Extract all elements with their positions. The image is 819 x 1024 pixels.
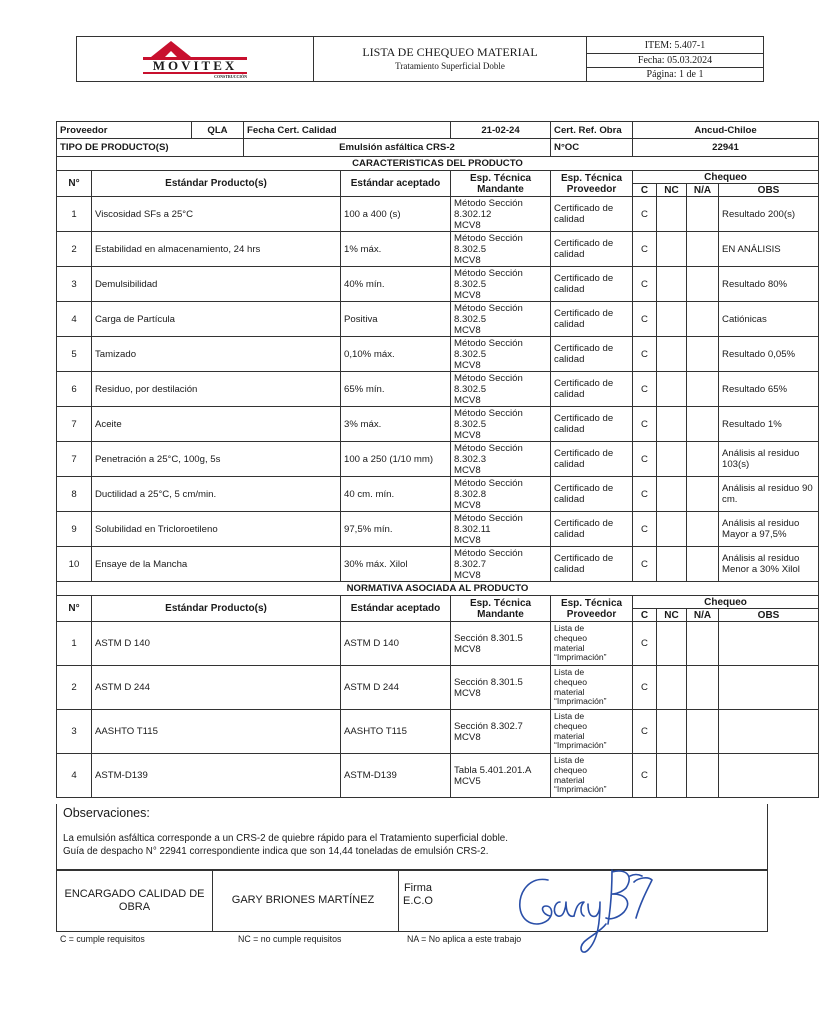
estandar-aceptado: 40% mín.: [341, 267, 451, 302]
esp-proveedor: Certificado de calidad: [551, 232, 633, 267]
proveedor-value: QLA: [192, 122, 244, 139]
table-row: [57, 622, 819, 666]
check-na: [687, 754, 719, 798]
row-number: 4: [57, 302, 92, 337]
item-code: ITEM: 5.407-1: [587, 37, 764, 54]
logo-cell: [77, 37, 314, 82]
estandar-aceptado: 100 a 250 (1/10 mm): [341, 442, 451, 477]
encargado-name: GARY BRIONES MARTÍNEZ: [231, 894, 375, 906]
obs-value: Análisis al residuo Mayor a 97,5%: [719, 512, 819, 547]
info-row-2: [57, 139, 819, 157]
esp-mandante: Sección 8.301.5 MCV8: [451, 622, 551, 666]
table-row: [57, 710, 819, 754]
estandar-producto: Estabilidad en almacenamiento, 24 hrs: [92, 232, 341, 267]
logo-subtext: CONSTRUCCIÓN: [214, 74, 247, 79]
esp-mandante: Método Sección 8.302.8 MCV8: [451, 477, 551, 512]
row-number: 6: [57, 372, 92, 407]
check-c: C: [633, 666, 657, 710]
column-header-row: [57, 171, 819, 184]
document-subtitle: Tratamiento Superficial Doble: [395, 61, 505, 71]
table-row: [57, 267, 819, 302]
obs-value: EN ANÁLISIS: [719, 232, 819, 267]
table-row: [57, 442, 819, 477]
estandar-producto: Solubilidad en Tricloroetileno: [92, 512, 341, 547]
check-nc: [657, 442, 687, 477]
estandar-producto: Carga de Partícula: [92, 302, 341, 337]
obs-value: [719, 666, 819, 710]
estandar-producto: Demulsibilidad: [92, 267, 341, 302]
esp-proveedor: Certificado de calidad: [551, 267, 633, 302]
info-row-1: [57, 122, 819, 139]
legend-nc: NC = no cumple requisitos: [238, 934, 342, 944]
row-number: 2: [57, 666, 92, 710]
check-c: C: [633, 477, 657, 512]
check-c: C: [633, 232, 657, 267]
check-na: [687, 512, 719, 547]
esp-proveedor: Certificado de calidad: [551, 372, 633, 407]
col-obs: OBS: [719, 609, 819, 622]
check-nc: [657, 547, 687, 582]
esp-mandante: Método Sección 8.302.5 MCV8: [451, 407, 551, 442]
estandar-producto: Residuo, por destilación: [92, 372, 341, 407]
check-c: C: [633, 302, 657, 337]
check-c: C: [633, 710, 657, 754]
row-number: 8: [57, 477, 92, 512]
table-row: [57, 666, 819, 710]
estandar-producto: Ductilidad a 25°C, 5 cm/min.: [92, 477, 341, 512]
esp-proveedor: Certificado de calidad: [551, 442, 633, 477]
check-na: [687, 622, 719, 666]
table-row: [57, 197, 819, 232]
col-esp-mandante: Esp. Técnica Mandante: [451, 596, 551, 622]
estandar-aceptado: 40 cm. mín.: [341, 477, 451, 512]
cert-ref-label: Cert. Ref. Obra: [551, 122, 633, 139]
section-normativa: [57, 582, 819, 798]
obs-value: Análisis al residuo Menor a 30% Xilol: [719, 547, 819, 582]
check-nc: [657, 407, 687, 442]
table-row: [57, 407, 819, 442]
title-cell: [314, 37, 587, 82]
estandar-producto: ASTM D 244: [92, 666, 341, 710]
esp-proveedor: Certificado de calidad: [551, 547, 633, 582]
esp-mandante: Método Sección 8.302.12 MCV8: [451, 197, 551, 232]
check-nc: [657, 622, 687, 666]
esp-proveedor: Certificado de calidad: [551, 477, 633, 512]
check-c: C: [633, 197, 657, 232]
check-nc: [657, 232, 687, 267]
col-esp-proveedor: Esp. Técnica Proveedor: [551, 171, 633, 197]
estandar-aceptado: ASTM D 140: [341, 622, 451, 666]
section-caracteristicas: [57, 157, 819, 582]
check-na: [687, 302, 719, 337]
section-title: NORMATIVA ASOCIADA AL PRODUCTO: [57, 582, 819, 596]
check-nc: [657, 512, 687, 547]
obs-value: Análisis al residuo 90 cm.: [719, 477, 819, 512]
estandar-aceptado: 65% mín.: [341, 372, 451, 407]
obs-value: Resultado 0,05%: [719, 337, 819, 372]
check-c: C: [633, 267, 657, 302]
col-nc: NC: [657, 609, 687, 622]
estandar-aceptado: 1% máx.: [341, 232, 451, 267]
table-row: [57, 372, 819, 407]
observacion-line-2: Guía de despacho N° 22941 correspondiente indica que son 14,44 toneladas de emulsión CRS-2.: [63, 846, 489, 857]
check-na: [687, 477, 719, 512]
check-na: [687, 337, 719, 372]
fecha-cert-value: 21-02-24: [451, 122, 551, 139]
esp-mandante: Método Sección 8.302.7 MCV8: [451, 547, 551, 582]
table-row: [57, 547, 819, 582]
col-n: N°: [57, 596, 92, 622]
esp-proveedor: Lista de chequeo material “Imprimación”: [551, 622, 633, 666]
check-c: C: [633, 622, 657, 666]
row-number: 3: [57, 710, 92, 754]
esp-mandante: Sección 8.302.7 MCV8: [451, 710, 551, 754]
col-esp-proveedor: Esp. Técnica Proveedor: [551, 596, 633, 622]
section-title: CARACTERISTICAS DEL PRODUCTO: [57, 157, 819, 171]
fecha-cert-label: Fecha Cert. Calidad: [244, 122, 451, 139]
estandar-producto: Viscosidad SFs a 25°C: [92, 197, 341, 232]
col-na: N/A: [687, 184, 719, 197]
proveedor-label: Proveedor: [57, 122, 192, 139]
obs-value: [719, 754, 819, 798]
check-c: C: [633, 407, 657, 442]
estandar-aceptado: 100 a 400 (s): [341, 197, 451, 232]
esp-proveedor: Certificado de calidad: [551, 302, 633, 337]
esp-mandante: Sección 8.301.5 MCV8: [451, 666, 551, 710]
estandar-aceptado: ASTM D 244: [341, 666, 451, 710]
estandar-aceptado: 97,5% mín.: [341, 512, 451, 547]
check-nc: [657, 267, 687, 302]
observaciones-label: Observaciones:: [63, 806, 150, 820]
check-nc: [657, 372, 687, 407]
firma-label: Firma E.C.O: [403, 882, 433, 907]
cert-ref-value: Ancud-Chiloe: [633, 122, 819, 139]
column-header-row: [57, 596, 819, 609]
check-c: C: [633, 754, 657, 798]
row-number: 1: [57, 197, 92, 232]
obs-value: Resultado 1%: [719, 407, 819, 442]
col-obs: OBS: [719, 184, 819, 197]
check-c: C: [633, 512, 657, 547]
document-title: LISTA DE CHEQUEO MATERIAL: [362, 45, 538, 59]
check-na: [687, 232, 719, 267]
esp-proveedor: Certificado de calidad: [551, 407, 633, 442]
col-c: C: [633, 609, 657, 622]
esp-proveedor: Certificado de calidad: [551, 197, 633, 232]
obs-value: Resultado 200(s): [719, 197, 819, 232]
col-nc: NC: [657, 184, 687, 197]
col-na: N/A: [687, 609, 719, 622]
encargado-label: ENCARGADO CALIDAD DE OBRA: [64, 888, 205, 913]
col-estandar-aceptado: Estándar aceptado: [341, 596, 451, 622]
noc-value: 22941: [633, 139, 819, 157]
col-esp-mandante: Esp. Técnica Mandante: [451, 171, 551, 197]
obs-value: Catiónicas: [719, 302, 819, 337]
movitex-logo: [77, 37, 313, 81]
check-na: [687, 710, 719, 754]
legend-na: NA = No aplica a este trabajo: [407, 934, 522, 944]
check-na: [687, 547, 719, 582]
check-nc: [657, 337, 687, 372]
col-estandar-aceptado: Estándar aceptado: [341, 171, 451, 197]
esp-proveedor: Certificado de calidad: [551, 512, 633, 547]
estandar-aceptado: AASHTO T115: [341, 710, 451, 754]
estandar-aceptado: 3% máx.: [341, 407, 451, 442]
document-date: Fecha: 05.03.2024: [587, 54, 764, 68]
check-na: [687, 407, 719, 442]
observacion-line-1: La emulsión asfáltica corresponde a un CRS-2 de quiebre rápido para el Tratamiento superficial doble.: [63, 833, 508, 844]
check-na: [687, 267, 719, 302]
table-row: [57, 337, 819, 372]
col-chequeo: Chequeo: [633, 596, 819, 609]
row-number: 3: [57, 267, 92, 302]
estandar-producto: ASTM-D139: [92, 754, 341, 798]
table-row: [57, 232, 819, 267]
table-row: [57, 512, 819, 547]
esp-proveedor: Lista de chequeo material “Imprimación”: [551, 710, 633, 754]
table-row: [57, 302, 819, 337]
row-number: 5: [57, 337, 92, 372]
checklist-table: [56, 121, 819, 798]
check-na: [687, 372, 719, 407]
estandar-producto: Penetración a 25°C, 100g, 5s: [92, 442, 341, 477]
check-c: C: [633, 372, 657, 407]
estandar-producto: Ensaye de la Mancha: [92, 547, 341, 582]
obs-value: [719, 622, 819, 666]
section-title-row: [57, 157, 819, 171]
obs-value: Resultado 65%: [719, 372, 819, 407]
document-header: [76, 36, 764, 82]
check-nc: [657, 666, 687, 710]
row-number: 7: [57, 442, 92, 477]
col-estandar-producto: Estándar Producto(s): [92, 596, 341, 622]
check-nc: [657, 302, 687, 337]
noc-label: N°OC: [551, 139, 633, 157]
estandar-aceptado: 30% máx. Xilol: [341, 547, 451, 582]
table-row: [57, 477, 819, 512]
col-chequeo: Chequeo: [633, 171, 819, 184]
legend-bar: [56, 932, 768, 946]
esp-proveedor: Lista de chequeo material “Imprimación”: [551, 754, 633, 798]
col-c: C: [633, 184, 657, 197]
estandar-producto: AASHTO T115: [92, 710, 341, 754]
col-estandar-producto: Estándar Producto(s): [92, 171, 341, 197]
check-nc: [657, 197, 687, 232]
row-number: 9: [57, 512, 92, 547]
table-row: [57, 754, 819, 798]
logo-text: MOVITEX: [152, 58, 238, 73]
obs-value: Resultado 80%: [719, 267, 819, 302]
estandar-producto: ASTM D 140: [92, 622, 341, 666]
tipo-producto-value: Emulsión asfáltica CRS-2: [244, 139, 551, 157]
esp-proveedor: Certificado de calidad: [551, 337, 633, 372]
check-c: C: [633, 547, 657, 582]
tipo-producto-label: TIPO DE PRODUCTO(S): [57, 139, 244, 157]
obs-value: [719, 710, 819, 754]
estandar-aceptado: Positiva: [341, 302, 451, 337]
row-number: 7: [57, 407, 92, 442]
row-number: 1: [57, 622, 92, 666]
page-number: Página: 1 de 1: [587, 68, 764, 82]
check-c: C: [633, 442, 657, 477]
row-number: 4: [57, 754, 92, 798]
row-number: 10: [57, 547, 92, 582]
col-n: N°: [57, 171, 92, 197]
estandar-aceptado: ASTM-D139: [341, 754, 451, 798]
esp-mandante: Método Sección 8.302.5 MCV8: [451, 267, 551, 302]
estandar-producto: Tamizado: [92, 337, 341, 372]
esp-proveedor: Lista de chequeo material “Imprimación”: [551, 666, 633, 710]
esp-mandante: Método Sección 8.302.5 MCV8: [451, 232, 551, 267]
check-na: [687, 197, 719, 232]
check-c: C: [633, 337, 657, 372]
section-title-row: [57, 582, 819, 596]
row-number: 2: [57, 232, 92, 267]
check-na: [687, 666, 719, 710]
check-nc: [657, 754, 687, 798]
esp-mandante: Tabla 5.401.201.A MCV5: [451, 754, 551, 798]
obs-value: Análisis al residuo 103(s): [719, 442, 819, 477]
check-nc: [657, 710, 687, 754]
estandar-aceptado: 0,10% máx.: [341, 337, 451, 372]
esp-mandante: Método Sección 8.302.11 MCV8: [451, 512, 551, 547]
esp-mandante: Método Sección 8.302.5 MCV8: [451, 337, 551, 372]
check-nc: [657, 477, 687, 512]
estandar-producto: Aceite: [92, 407, 341, 442]
check-na: [687, 442, 719, 477]
esp-mandante: Método Sección 8.302.5 MCV8: [451, 302, 551, 337]
legend-c: C = cumple requisitos: [60, 934, 145, 944]
esp-mandante: Método Sección 8.302.5 MCV8: [451, 372, 551, 407]
esp-mandante: Método Sección 8.302.3 MCV8: [451, 442, 551, 477]
